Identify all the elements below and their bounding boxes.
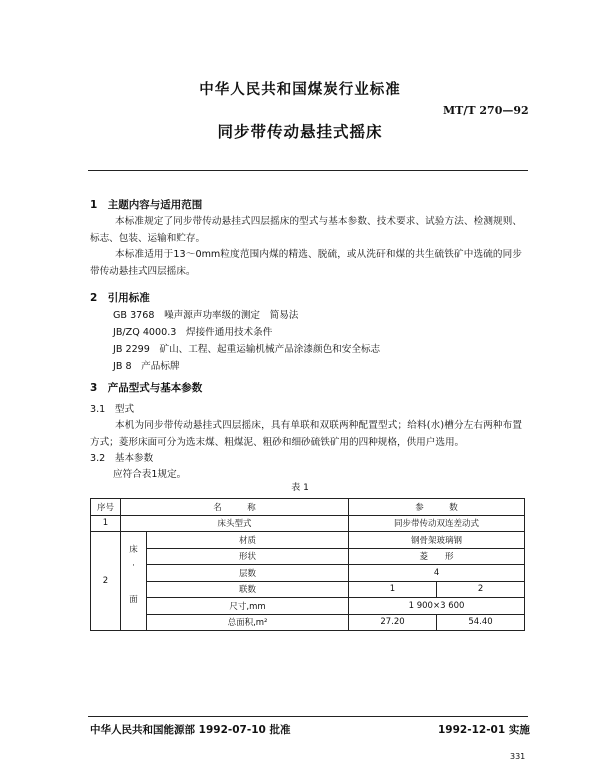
header-rule [88, 170, 528, 171]
cell-value: 1 900×3 600 [349, 598, 525, 615]
header-cell-param: 参 数 [349, 499, 525, 516]
cell-value: 54.40 [437, 614, 525, 631]
cell-name: 尺寸,mm [147, 598, 349, 615]
cell-value: 4 [349, 565, 525, 582]
cell-value: 2 [437, 581, 525, 598]
section-3-heading: 3 产品型式与基本参数 [90, 382, 203, 394]
section-3-1-heading: 3.1 型式 [90, 404, 135, 415]
reference-item: JB 2299 矿山、工程、起重运输机械产品涂漆颜色和安全标志 [113, 344, 381, 355]
cell-no: 2 [91, 532, 121, 631]
cell-name: 材质 [147, 532, 349, 549]
parameter-table [90, 498, 525, 631]
section-1-paragraph-1: 本标准规定了同步带传动悬挂式四层摇床的型式与基本参数、技术要求、试验方法、检测规则、标志、包装、运输和贮存。 [90, 216, 522, 244]
header-cell-name: 名 称 [121, 499, 349, 516]
table-row [91, 581, 525, 598]
cell-value: 菱 形 [349, 548, 525, 565]
cell-name: 联数 [147, 581, 349, 598]
cell-no: 1 [91, 515, 121, 532]
cell-name: 总面积,m² [147, 614, 349, 631]
cell-name: 层数 [147, 565, 349, 582]
cell-value: 27.20 [349, 614, 437, 631]
org-standard-title: 中华人民共和国煤炭行业标准 [199, 82, 401, 98]
implementation-date: 1992-12-01 实施 [438, 724, 530, 736]
table-row [91, 565, 525, 582]
table-row [91, 515, 525, 532]
cell-value: 钢骨架玻璃钢 [349, 532, 525, 549]
footer-rule [88, 716, 528, 717]
table-row [91, 614, 525, 631]
reference-item: GB 3768 噪声源声功率级的测定 简易法 [113, 310, 299, 321]
group-label-top: 床 [129, 545, 138, 555]
page-number: 331 [510, 752, 526, 761]
section-3-1-text: 本机为同步带传动悬挂式四层摇床，具有单联和双联两种配置型式；给料(水)槽分左右两种布置方式；菱形床面可分为选末煤、粗煤泥、粗砂和细砂硫铁矿用的四种规格，供用户选用。 [90, 420, 522, 448]
approval-line: 中华人民共和国能源部 1992-07-10 批准 [90, 724, 291, 736]
table-row [91, 598, 525, 615]
cell-name: 形状 [147, 548, 349, 565]
section-3-2-text: 应符合表1规定。 [113, 469, 187, 480]
cell-group-bed-surface [121, 532, 147, 631]
group-label-dot: · [132, 561, 135, 571]
group-label-bottom: 面 [129, 595, 138, 605]
section-2-heading: 2 引用标准 [90, 292, 150, 304]
section-1-heading: 1 主题内容与适用范围 [90, 199, 203, 211]
table-caption: 表 1 [291, 483, 309, 493]
reference-item: JB 8 产品标牌 [113, 361, 180, 372]
cell-value: 同步带传动双连差动式 [349, 515, 525, 532]
section-1-paragraph-2: 本标准适用于13～0mm粒度范围内煤的精选、脱硫，或从洗矸和煤的共生硫铁矿中选硫的同步带传动悬挂式四层摇床。 [90, 249, 522, 277]
document-title: 同步带传动悬挂式摇床 [217, 123, 383, 141]
header-cell-no: 序号 [91, 499, 121, 516]
cell-name: 床头型式 [121, 515, 349, 532]
section-3-2-heading: 3.2 基本参数 [90, 453, 154, 464]
cell-value: 1 [349, 581, 437, 598]
standard-code: MT/T 270—92 [443, 104, 529, 117]
table-header-row [91, 499, 525, 516]
table-row [91, 548, 525, 565]
reference-item: JB/ZQ 4000.3 焊接件通用技术条件 [113, 327, 273, 338]
table-row [91, 532, 525, 549]
